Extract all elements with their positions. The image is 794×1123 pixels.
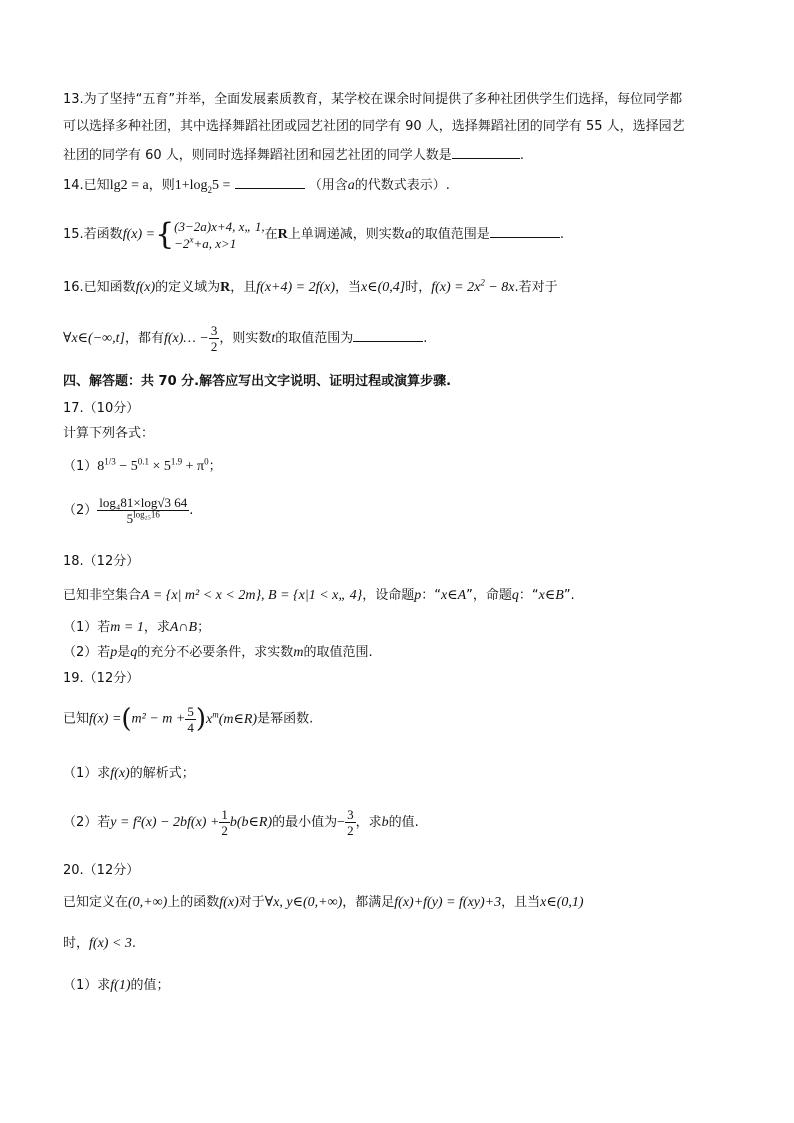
q17-part1: $(1)8^{1/3} - 5^{0.1} \times 5^{1.9} + \pi^0$； <box>63 456 222 474</box>
q18-statement: 已知非空集合A = {x| m² < x < 2m}, B = {x|1 < x„ 4}，设命题p：“x∈A”，命题q：“x∈B”. <box>63 588 575 603</box>
q15-function: f(x) = <box>122 227 156 242</box>
q17-part2: （2） $\frac{\text{log₄81×log√3 64}}{5^{log_{25}16}}$ . <box>63 495 194 526</box>
fraction: $\frac{3}{2}$ <box>347 807 354 838</box>
q15-mid: 在 <box>264 227 278 242</box>
q15 <box>63 216 564 254</box>
q14-condition: lg2 = a <box>109 178 149 193</box>
q19-statement: 已知f(x) =(m² − m + $\frac{5}{4}$ )$x^m(m\in R)$是幂函数. <box>63 703 314 735</box>
q14-mid: ，则 <box>148 178 175 193</box>
q15-suffix: 的取值范围是 <box>411 227 490 242</box>
q15-cases: (3−2a)x+4, x„ 1, $-2^x+a$, x>1 <box>174 218 265 251</box>
fraction: $\frac{\text{log₄81×log√3 64}}{5^{log_{25}16}}$ <box>99 495 188 526</box>
q19-part2: （2）若y = f²(x) − 2bf(x) + $\frac{1}{2}$ b(b∈R)的最小值为− $\frac{3}{2}$ ，求b的值. <box>63 807 419 838</box>
q20-line1: 已知定义在(0,+∞)上的函数f(x)对于∀x, y∈(0,+∞)，都满足f(x)+f(y) = f(xy)+3，且当x∈(0,1) <box>63 895 584 910</box>
q15-prefix: 15.若函数 <box>63 227 123 242</box>
q18-part2: （2）若p是q的充分不必要条件，求实数m的取值范围. <box>63 645 373 660</box>
answer-blank <box>235 175 305 189</box>
fraction: $\frac{5}{4}$ <box>187 703 194 735</box>
q14-note-var: a <box>347 178 355 193</box>
q19-head: 19.（12分） <box>63 671 140 686</box>
q13-line1: 13.为了坚持“五育”并举，全面发展素质教育，某学校在课余时间提供了多种社团供学生们选择，每位同学都 <box>63 92 683 107</box>
fraction: $\frac{1}{2}$ <box>221 807 228 838</box>
fraction: $\frac{3}{2}$ <box>210 323 218 354</box>
q14 <box>63 175 450 194</box>
answer-blank <box>490 224 560 238</box>
q13-end: . <box>519 148 524 163</box>
q17-intro: 计算下列各式： <box>63 426 155 441</box>
q15-R: R <box>277 227 288 242</box>
q14-prefix: 14.已知 <box>63 178 110 193</box>
q19-part1: （1）求f(x)的解析式； <box>63 766 195 781</box>
q13-line3 <box>63 145 524 164</box>
q14-note-end: 的代数式表示）. <box>354 178 450 193</box>
q14-note: （用含 <box>308 178 348 193</box>
q14-expr: $1+\log_25$ = <box>174 178 231 195</box>
q15-var: a <box>404 227 412 242</box>
q20-line2: 时，f(x) < 3. <box>63 936 137 951</box>
q20-head: 20.（12分） <box>63 863 140 878</box>
q15-mid2: 上单调递减，则实数 <box>287 227 405 242</box>
q20-part1: （1）求f(1)的值； <box>63 978 170 993</box>
q16-line1: 16.已知函数f(x)的定义域为R，且f(x+4) = 2f(x)，当x∈(0,4]时，$f(x) = 2x^2 - 8x$.若对于 <box>63 277 558 295</box>
q15-end: . <box>559 227 564 242</box>
answer-blank <box>353 328 423 342</box>
q13-line2: 可以选择多种社团，其中选择舞蹈社团或园艺社团的同学有 90 人，选择舞蹈社团的同学有 55 人，选择园艺 <box>63 119 685 134</box>
q18-head: 18.（12分） <box>63 554 140 569</box>
brace-icon: { <box>155 216 175 252</box>
q13-text: 社团的同学有 60 人，则同时选择舞蹈社团和园艺社团的同学人数是 <box>63 148 452 163</box>
q16-line2: ∀x∈(−∞,t]，都有f(x)… − $\frac{3}{2}$ ，则实数t的取值范围为 . <box>63 323 428 354</box>
q17-head: 17.（10分） <box>63 401 140 416</box>
section-heading: 四、解答题：共 70 分.解答应写出文字说明、证明过程或演算步骤. <box>63 374 452 389</box>
q18-part1: （1）若m = 1，求A∩B； <box>63 620 211 635</box>
answer-blank <box>452 145 520 159</box>
